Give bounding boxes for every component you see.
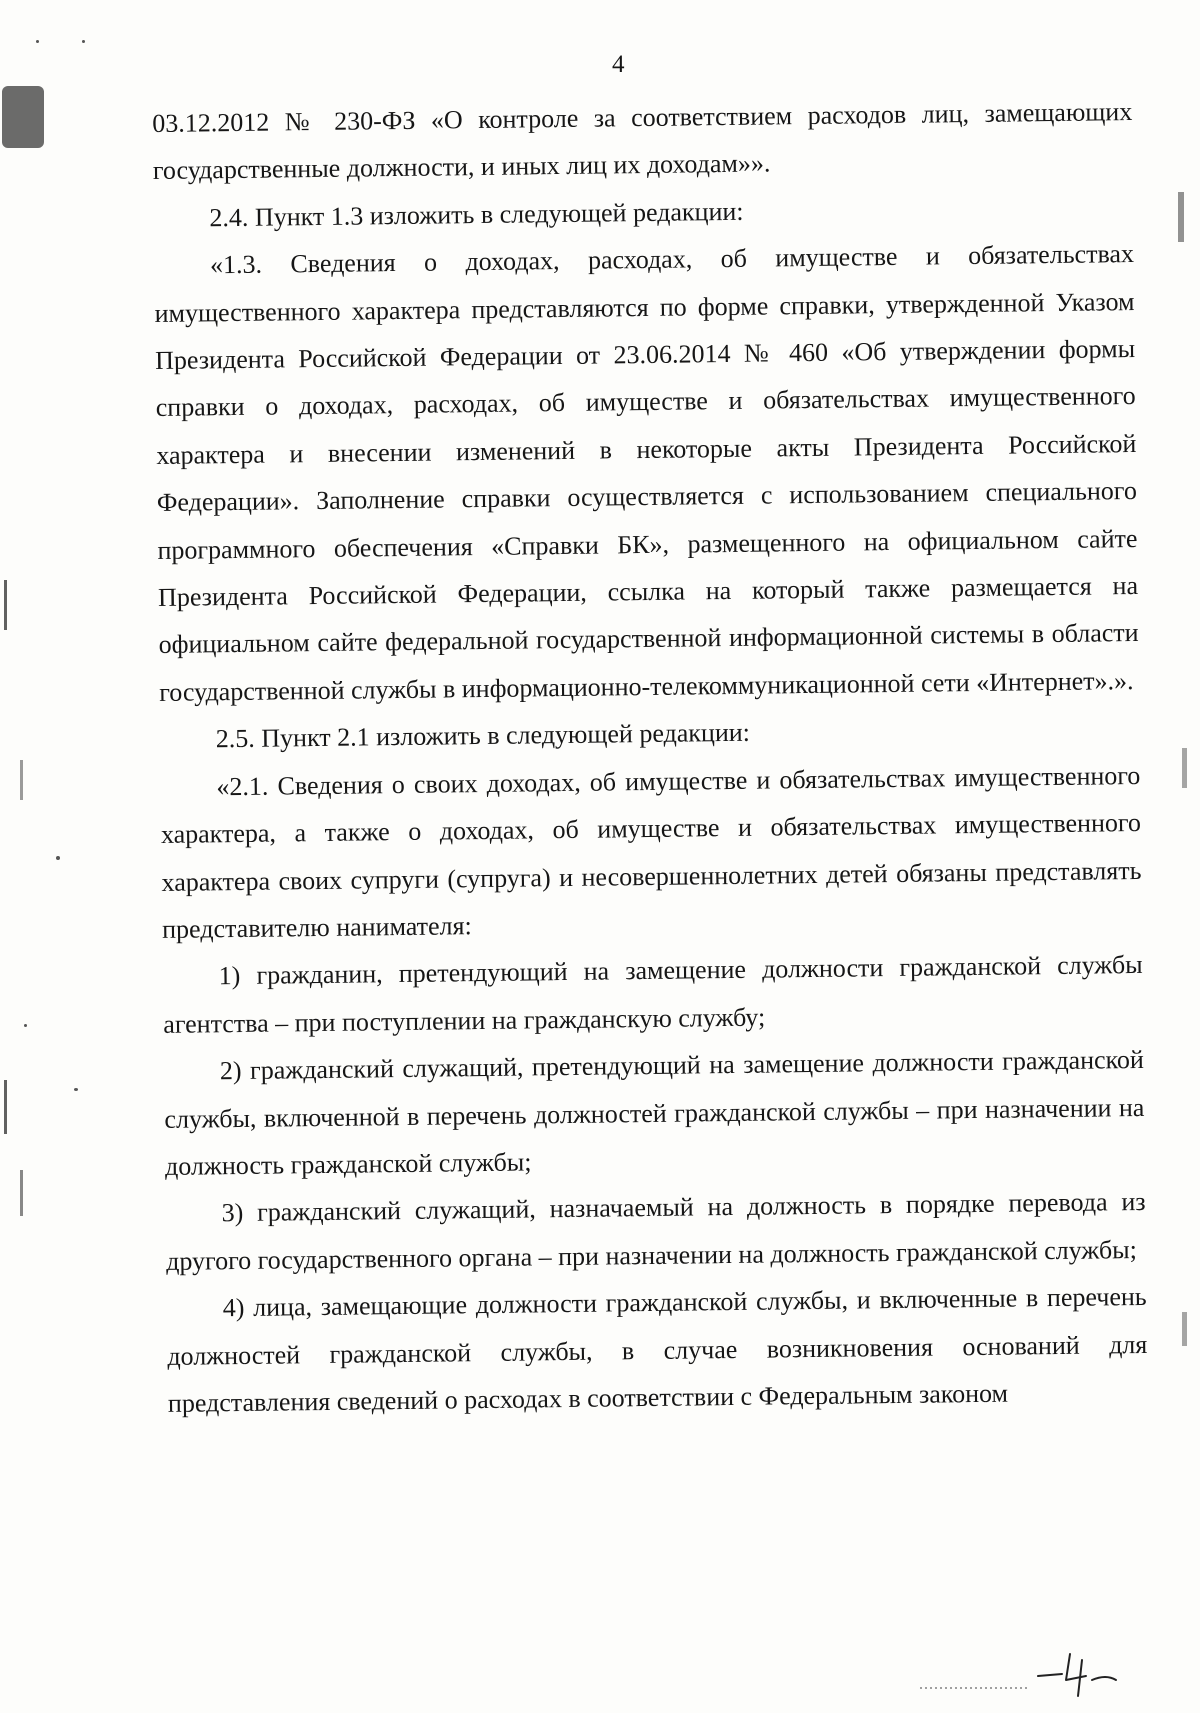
scan-speck: [74, 1088, 78, 1091]
scan-artifact: [1182, 748, 1187, 788]
handwritten-page-mark: [920, 1640, 1140, 1700]
scan-artifact: [1182, 1312, 1187, 1346]
scan-speck: [36, 40, 39, 43]
scan-speck: [82, 40, 85, 43]
paragraph-2-5-heading: 2.5. Пункт 2.1 изложить в следующей редакции:: [215, 718, 751, 754]
list-item-3: 3) гражданский служащий, назначаемый на должность в порядке перевода из другого государственного органа – при назначении на должность гражданской службы;: [166, 1187, 1146, 1276]
document-body: [152, 88, 1148, 1427]
scan-artifact: [4, 580, 7, 630]
scan-artifact: [1178, 192, 1184, 242]
page-number: 4: [612, 51, 625, 78]
paragraph-2-4-heading: 2.4. Пункт 1.3 изложить в следующей редакции:: [209, 196, 744, 233]
list-item-4: 4) лица, замещающие должности гражданской службы, и включенные в перечень должностей гражданской службы, в случае возникновения оснований для представления сведений о расходах в соответствии с Федеральным законом: [167, 1282, 1148, 1418]
scan-artifact: [2, 86, 44, 148]
list-item-1: 1) гражданин, претендующий на замещение должности гражданской службы агентства – при поступлении на гражданскую службу;: [163, 950, 1143, 1039]
paragraph-1-3-text: «1.3. Сведения о доходах, расходах, об имуществе и обязательствах имущественного характера представляются по форме справки, утвержденной Указом Президента Российской Федерации от 23.06.2014 № 460 «Об утверждении формы справки о доходах, расходах, об имуществе и обязательствах имущественного характера и внесении изменений в некоторые акты Президента Российской Федерации». Заполнение справки осуществляется с использованием специального программного обеспечения «Справки БК», размещенного на официальном сайте Президента Российской Федерации, ссылка на который также размещается на официальном сайте федеральной государственной информационной системы в области государственной службы в информационно-телекоммуникационной сети «Интернет».».: [154, 239, 1139, 707]
scan-artifact: [20, 1170, 23, 1216]
scan-speck: [24, 1024, 27, 1027]
scan-artifact: [20, 760, 23, 800]
scan-speck: [56, 856, 60, 860]
scan-artifact: [4, 1080, 7, 1134]
list-item-2: 2) гражданский служащий, претендующий на замещение должности гражданской службы, включенной в перечень должностей гражданской службы – при назначении на должность гражданской службы;: [164, 1045, 1145, 1181]
paragraph-law-reference: 03.12.2012 № 230-ФЗ «О контроле за соответствием расходов лиц, замещающих государственные должности, и иных лиц их доходам»».: [152, 97, 1133, 186]
paragraph-2-1-text: «2.1. Сведения о своих доходах, об имуществе и обязательствах имущественного характера, а также о доходах, об имуществе и обязательствах имущественного характера своих супруги (супруга) и несовершеннолетних детей обязаны представлять представителю нанимателя:: [160, 760, 1142, 944]
